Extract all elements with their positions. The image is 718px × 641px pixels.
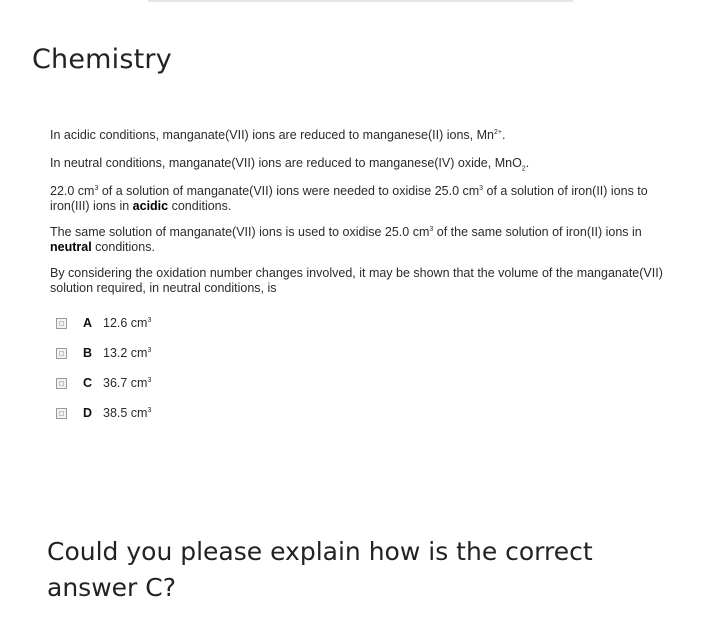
option-a[interactable] xyxy=(56,308,670,338)
question-line-titration-acidic: 22.0 $cm^3$ of a solution of manganate(VII) ions were needed to oxidise 25.0 $cm^3$ of a solution of iron(II) ions to iron(III) ions in acidic conditions. xyxy=(50,184,648,213)
option-value: 13.2 $cm^3$ xyxy=(103,345,152,360)
option-value: 12.6 $cm^3$ xyxy=(103,315,152,330)
option-value: 36.7 $cm^3$ xyxy=(103,375,152,390)
option-b[interactable] xyxy=(56,338,670,368)
question-line-acidic: In acidic conditions, manganate(VII) ions are reduced to manganese(II) ions, $Mn^{2+}$. xyxy=(50,128,506,142)
answer-options xyxy=(56,308,670,428)
checkbox-icon[interactable] xyxy=(56,378,67,389)
option-d[interactable] xyxy=(56,398,670,428)
checkbox-icon[interactable] xyxy=(56,318,67,329)
subject-heading: Chemistry xyxy=(32,44,172,75)
question-prompt: By considering the oxidation number changes involved, it may be shown that the volume of the manganate(VII) solution required, in neutral conditions, is xyxy=(50,266,663,295)
option-letter: C xyxy=(83,375,93,390)
option-letter: D xyxy=(83,405,93,420)
question-line-neutral: In neutral conditions, manganate(VII) ions are reduced to manganese(IV) oxide, MnO$_2$. xyxy=(50,156,530,173)
option-letter: A xyxy=(83,315,93,330)
checkbox-icon[interactable] xyxy=(56,348,67,359)
top-divider xyxy=(148,0,573,2)
option-value: 38.5 $cm^3$ xyxy=(103,405,152,420)
question-image xyxy=(50,128,670,428)
option-letter: B xyxy=(83,345,93,360)
checkbox-icon[interactable] xyxy=(56,408,67,419)
followup-question: Could you please explain how is the correct answer C? xyxy=(47,537,593,602)
option-c[interactable] xyxy=(56,368,670,398)
question-line-titration-neutral: The same solution of manganate(VII) ions is used to oxidise 25.0 $cm^3$ of the same solution of iron(II) ions in neutral conditions. xyxy=(50,225,642,254)
